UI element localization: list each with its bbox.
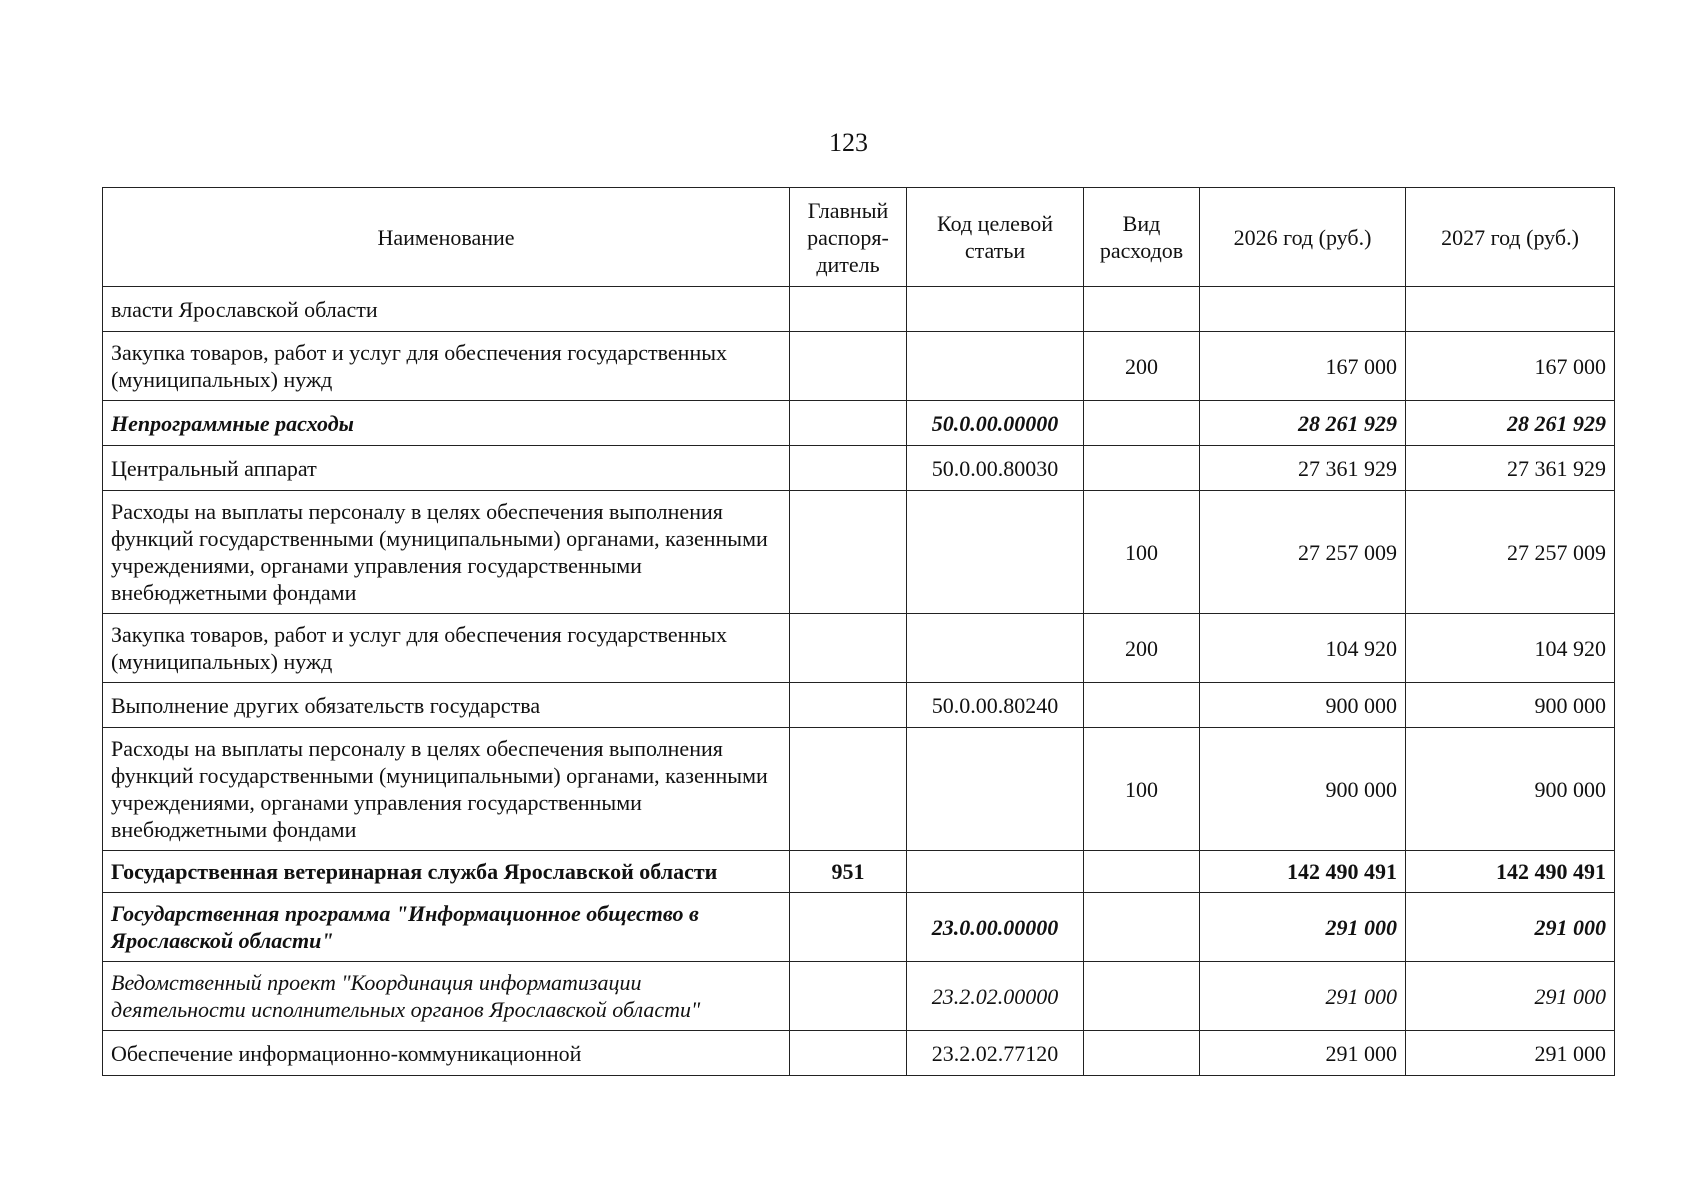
row-name: Выполнение других обязательств государства xyxy=(103,683,790,728)
row-2027: 142 490 491 xyxy=(1406,851,1615,893)
row-type xyxy=(1084,893,1200,962)
row-type xyxy=(1084,446,1200,491)
row-type xyxy=(1084,962,1200,1031)
table-row xyxy=(103,614,1615,683)
table-row xyxy=(103,962,1615,1031)
row-2026 xyxy=(1200,287,1406,332)
row-name: Закупка товаров, работ и услуг для обеспечения государственных (муниципальных) нужд xyxy=(103,614,790,683)
row-type xyxy=(1084,851,1200,893)
header-year-2027: 2027 год (руб.) xyxy=(1406,188,1615,287)
row-2026: 167 000 xyxy=(1200,332,1406,401)
budget-table xyxy=(102,187,1615,1076)
header-year-2026: 2026 год (руб.) xyxy=(1200,188,1406,287)
row-2027: 167 000 xyxy=(1406,332,1615,401)
row-type xyxy=(1084,1031,1200,1076)
row-chief xyxy=(790,491,907,614)
row-name: Обеспечение информационно-коммуникационной xyxy=(103,1031,790,1076)
table-row xyxy=(103,287,1615,332)
table-header-row xyxy=(103,188,1615,287)
row-name: власти Ярославской области xyxy=(103,287,790,332)
row-2026: 104 920 xyxy=(1200,614,1406,683)
row-code: 50.0.00.80030 xyxy=(907,446,1084,491)
row-name: Расходы на выплаты персоналу в целях обеспечения выполнения функций государственными (муниципальными) органами, казенными учреждениями, органами управления государственными внебюджетными фондами xyxy=(103,491,790,614)
row-2026: 900 000 xyxy=(1200,683,1406,728)
row-type: 100 xyxy=(1084,728,1200,851)
row-type: 200 xyxy=(1084,614,1200,683)
row-name: Закупка товаров, работ и услуг для обеспечения государственных (муниципальных) нужд xyxy=(103,332,790,401)
row-type xyxy=(1084,287,1200,332)
row-chief xyxy=(790,1031,907,1076)
row-2026: 28 261 929 xyxy=(1200,401,1406,446)
row-code xyxy=(907,728,1084,851)
row-code: 50.0.00.80240 xyxy=(907,683,1084,728)
row-2026: 900 000 xyxy=(1200,728,1406,851)
row-name: Непрограммные расходы xyxy=(103,401,790,446)
row-chief xyxy=(790,332,907,401)
row-chief xyxy=(790,683,907,728)
row-code: 23.2.02.00000 xyxy=(907,962,1084,1031)
row-2027: 291 000 xyxy=(1406,962,1615,1031)
row-code xyxy=(907,614,1084,683)
row-2027: 291 000 xyxy=(1406,893,1615,962)
table-row xyxy=(103,851,1615,893)
row-code xyxy=(907,491,1084,614)
header-target-code: Код целевой статьи xyxy=(907,188,1084,287)
row-2026: 291 000 xyxy=(1200,962,1406,1031)
table-row xyxy=(103,893,1615,962)
row-type: 100 xyxy=(1084,491,1200,614)
table-row xyxy=(103,728,1615,851)
row-2027: 900 000 xyxy=(1406,683,1615,728)
row-chief xyxy=(790,446,907,491)
row-2027: 28 261 929 xyxy=(1406,401,1615,446)
row-chief xyxy=(790,962,907,1031)
row-name: Государственная программа "Информационное общество в Ярославской области" xyxy=(103,893,790,962)
row-2027 xyxy=(1406,287,1615,332)
row-2026: 27 361 929 xyxy=(1200,446,1406,491)
row-type: 200 xyxy=(1084,332,1200,401)
row-2027: 291 000 xyxy=(1406,1031,1615,1076)
row-chief xyxy=(790,401,907,446)
row-name: Государственная ветеринарная служба Ярославской области xyxy=(103,851,790,893)
header-name: Наименование xyxy=(103,188,790,287)
row-code: 23.0.00.00000 xyxy=(907,893,1084,962)
row-name: Ведомственный проект "Координация информатизации деятельности исполнительных органов Ярославской области" xyxy=(103,962,790,1031)
row-name: Расходы на выплаты персоналу в целях обеспечения выполнения функций государственными (муниципальными) органами, казенными учреждениями, органами управления государственными внебюджетными фондами xyxy=(103,728,790,851)
row-2026: 27 257 009 xyxy=(1200,491,1406,614)
row-2027: 104 920 xyxy=(1406,614,1615,683)
table-row xyxy=(103,332,1615,401)
page-number: 123 xyxy=(829,128,868,157)
row-chief xyxy=(790,614,907,683)
row-2027: 27 361 929 xyxy=(1406,446,1615,491)
row-type xyxy=(1084,683,1200,728)
row-2026: 291 000 xyxy=(1200,893,1406,962)
row-chief: 951 xyxy=(790,851,907,893)
table-row xyxy=(103,1031,1615,1076)
row-code: 23.2.02.77120 xyxy=(907,1031,1084,1076)
table-row xyxy=(103,491,1615,614)
header-chief-administrator: Главный распоря-дитель xyxy=(790,188,907,287)
header-expense-type: Вид расходов xyxy=(1084,188,1200,287)
row-2026: 142 490 491 xyxy=(1200,851,1406,893)
row-code xyxy=(907,851,1084,893)
row-chief xyxy=(790,893,907,962)
table-row xyxy=(103,683,1615,728)
row-type xyxy=(1084,401,1200,446)
row-name: Центральный аппарат xyxy=(103,446,790,491)
row-2027: 27 257 009 xyxy=(1406,491,1615,614)
row-code xyxy=(907,287,1084,332)
table-row xyxy=(103,401,1615,446)
row-2026: 291 000 xyxy=(1200,1031,1406,1076)
row-code xyxy=(907,332,1084,401)
row-chief xyxy=(790,728,907,851)
table-row xyxy=(103,446,1615,491)
row-2027: 900 000 xyxy=(1406,728,1615,851)
row-chief xyxy=(790,287,907,332)
row-code: 50.0.00.00000 xyxy=(907,401,1084,446)
